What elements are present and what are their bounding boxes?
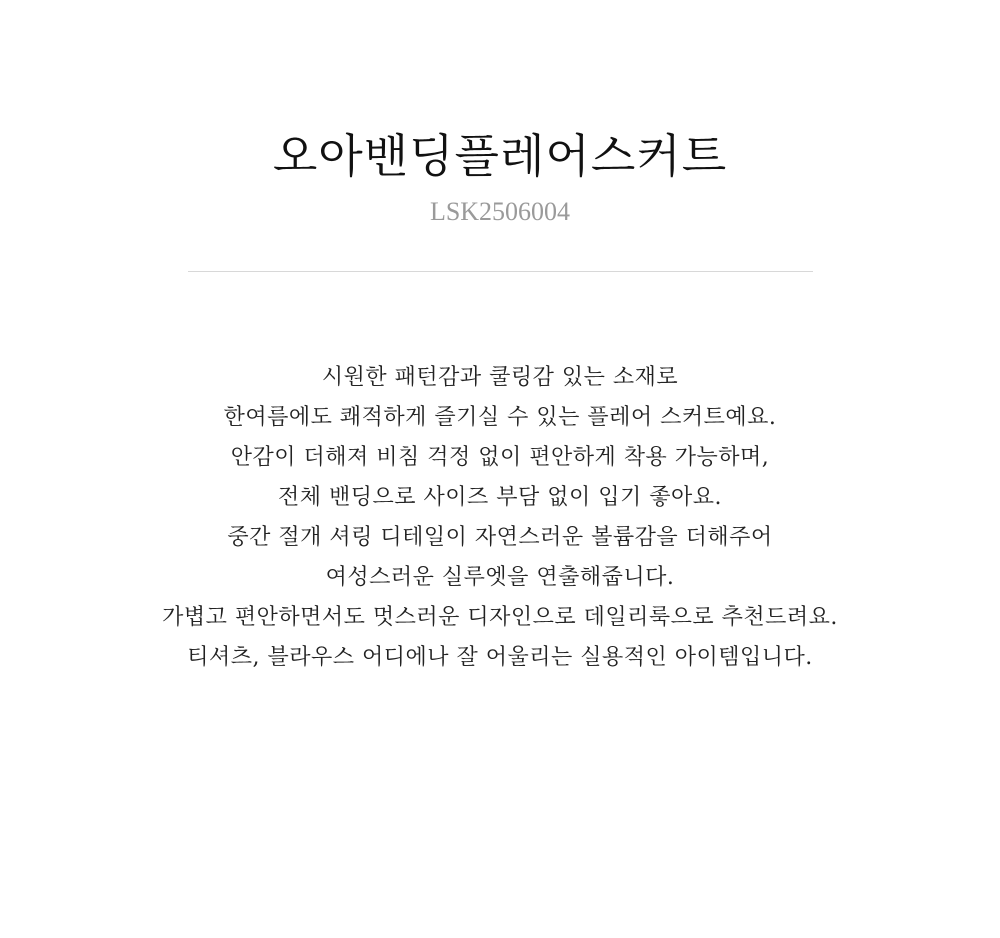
product-header (0, 120, 1000, 232)
description-line: 가볍고 편안하면서도 멋스러운 디자인으로 데일리룩으로 추천드려요. (162, 605, 838, 630)
description-line: 안감이 더해져 비침 걱정 없이 편안하게 착용 가능하며, (230, 445, 770, 470)
product-title: 오아밴딩플레어스커트 (272, 129, 728, 183)
description-line: 티셔츠, 블라우스 어디에나 잘 어울리는 실용적인 아이템입니다. (187, 645, 813, 670)
description-line: 시원한 패턴감과 쿨링감 있는 소재로 (321, 365, 679, 390)
product-description (0, 358, 1000, 678)
header-divider (188, 271, 813, 272)
description-line: 한여름에도 쾌적하게 즐기실 수 있는 플레어 스커트예요. (223, 405, 777, 430)
product-code: LSK2506004 (429, 197, 571, 226)
description-line: 중간 절개 셔링 디테일이 자연스러운 볼륨감을 더해주어 (227, 525, 773, 550)
description-line: 전체 밴딩으로 사이즈 부담 없이 입기 좋아요. (278, 485, 722, 510)
description-line: 여성스러운 실루엣을 연출해줍니다. (325, 565, 675, 590)
